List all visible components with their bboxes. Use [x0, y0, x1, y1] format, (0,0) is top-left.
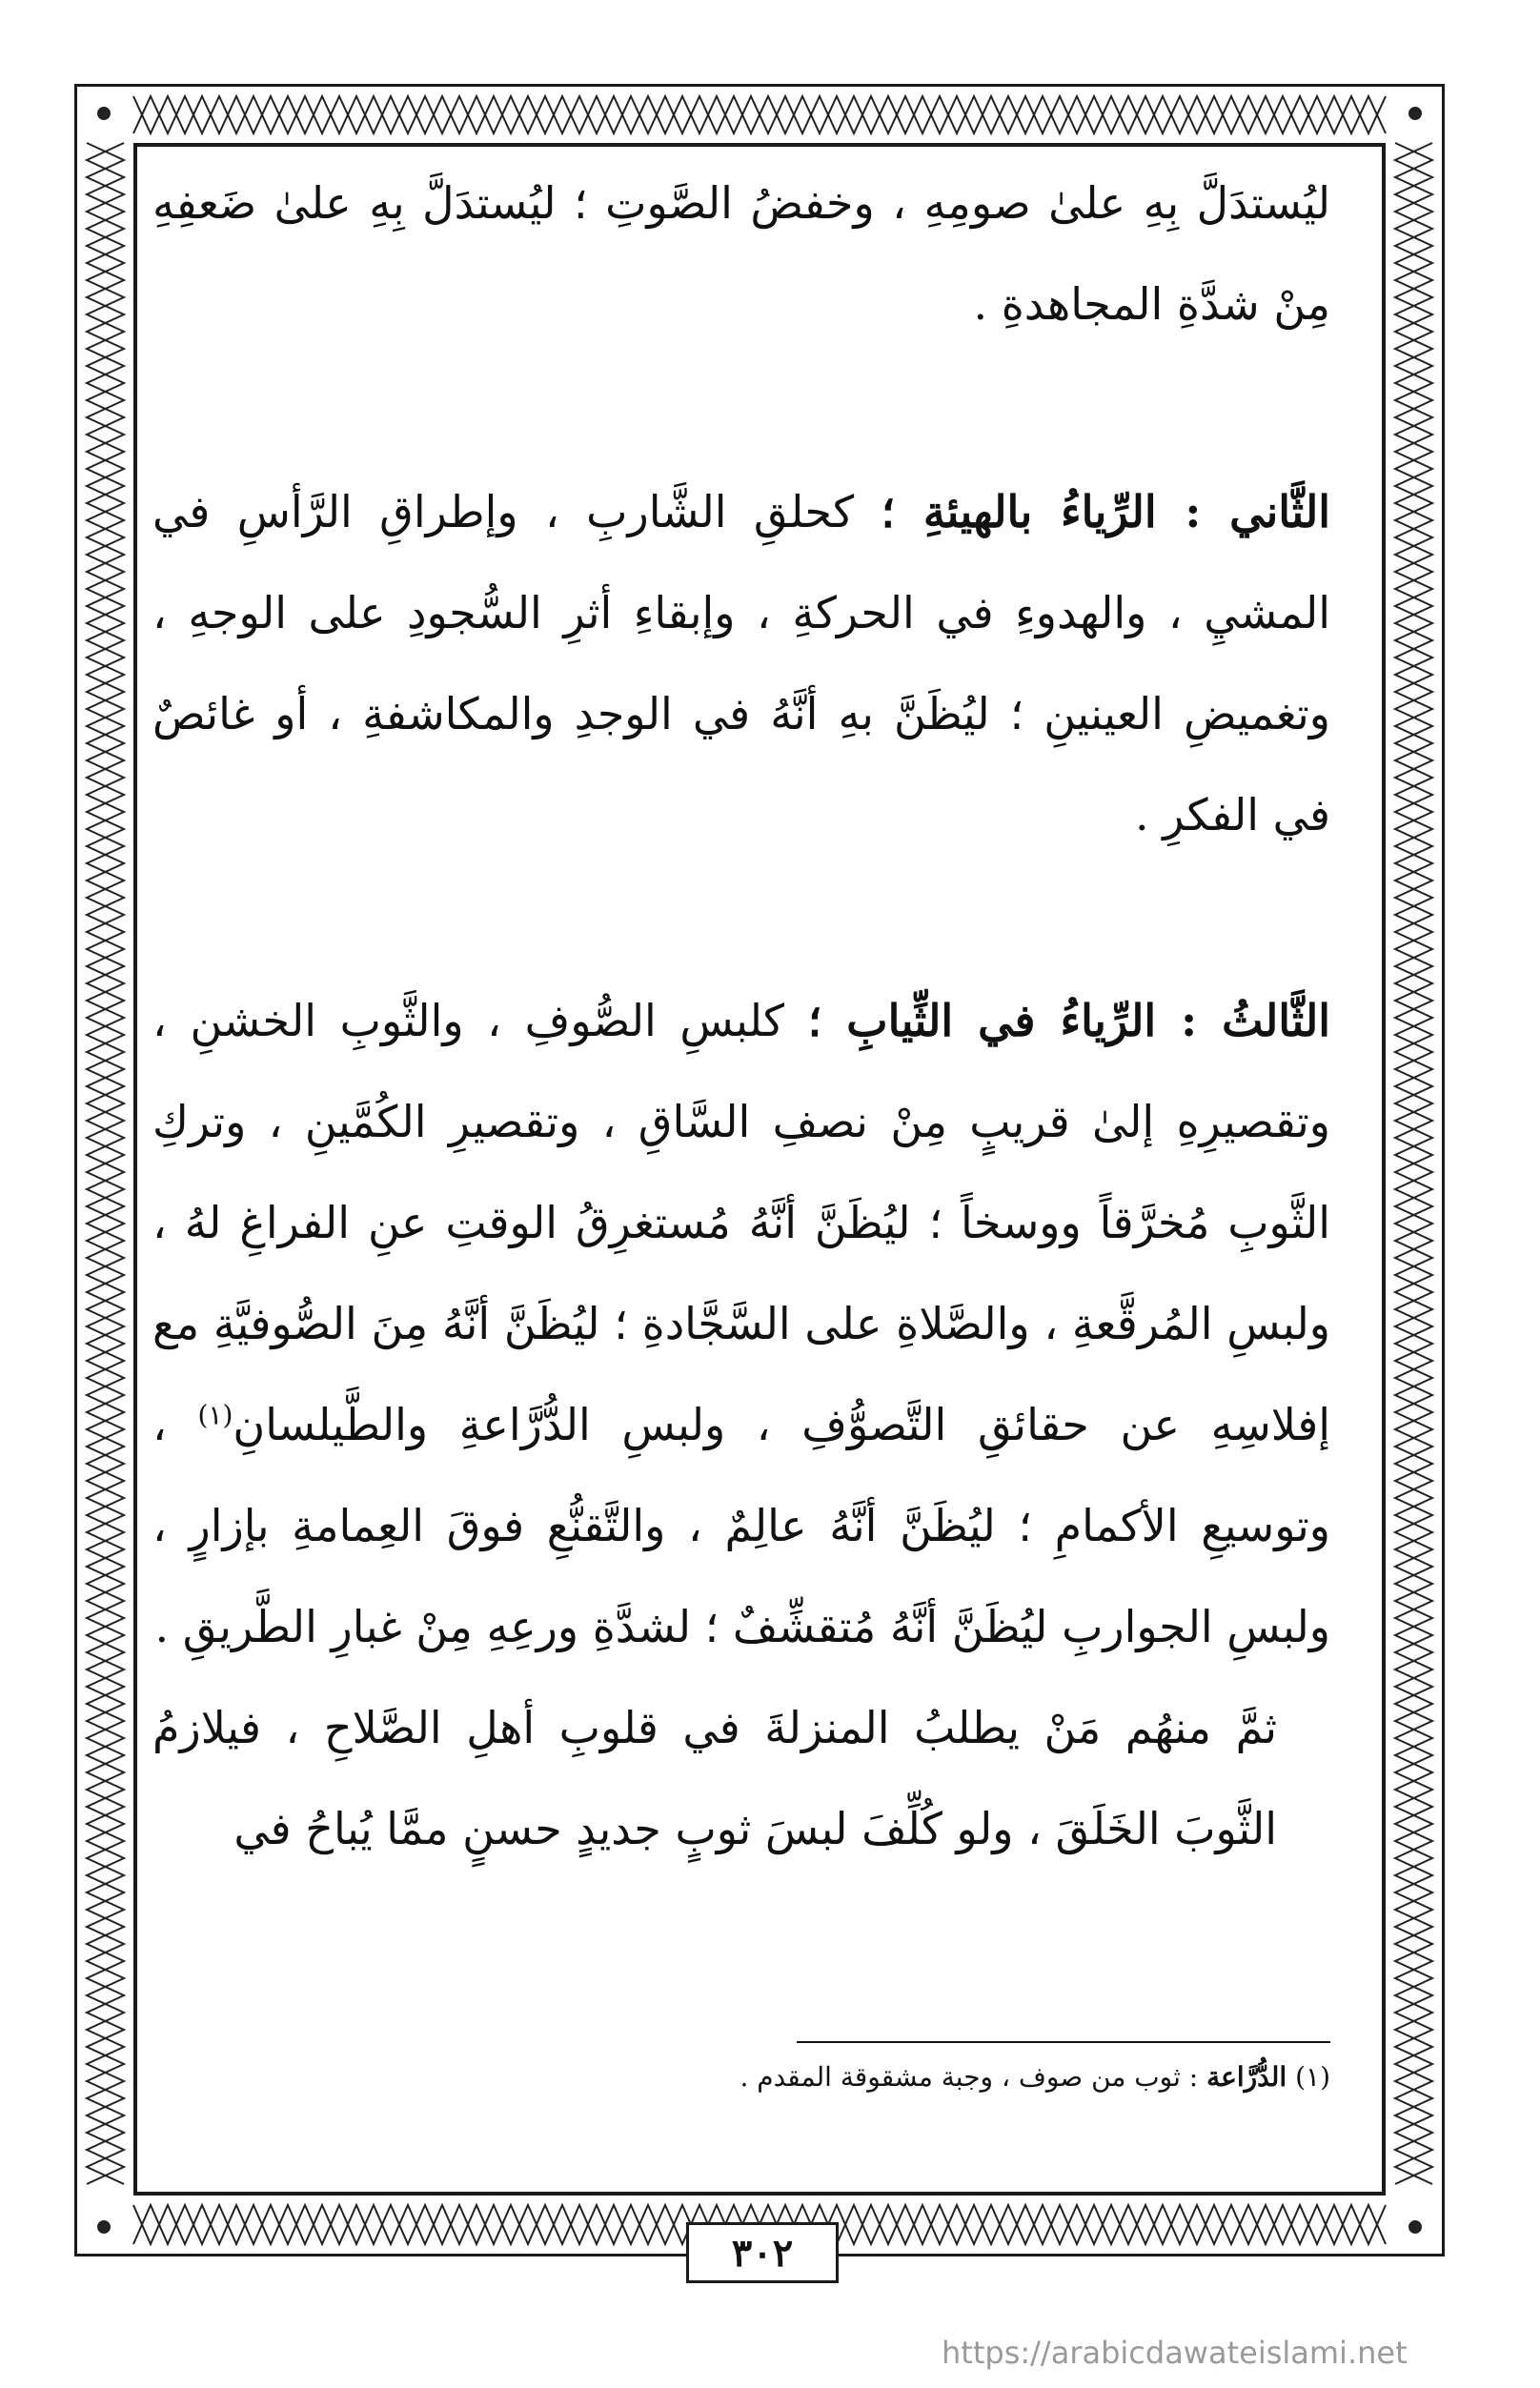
footnote-text: : ثوب من صوف ، وجبة مشقوقة المقدم .: [740, 2061, 1207, 2093]
paragraph-3-text-after-note: ، وتوسيعِ الأكمامِ ؛ ليُظَنَّ أنَّهُ عالِمٌ ، والتَّقنُّعِ فوقَ العِمامةِ بإزارٍ ، ولبسِ الجواربِ ليُظَنَّ أنَّهُ مُتقشِّفٌ ؛ لشدَّةِ ورعِهِ مِنْ غبارِ الطَّريقِ .: [152, 1399, 1330, 1652]
paragraph-4: [152, 1677, 1330, 1879]
footnote-term: الدُّرَّاعة: [1206, 2061, 1287, 2093]
footnote-marker: (١): [1295, 2061, 1330, 2093]
footnote: [282, 2058, 1330, 2096]
paragraph-4-text: ثمَّ منهُم مَنْ يطلبُ المنزلةَ في قلوبِ أهلِ الصَّلاحِ ، فيلازمُ الثَّوبَ الخَلَقَ ، ولو كُلِّفَ لبسَ ثوبٍ جديدٍ حسنٍ ممَّا يُباحُ في: [152, 1702, 1277, 1854]
paragraph-1-text: ليُستدَلَّ بِهِ علىٰ صومِهِ ، وخفضُ الصَّوتِ ؛ ليُستدَلَّ بِهِ علىٰ ضَعفِهِ مِنْ شدَّةِ المجاهدةِ .: [152, 177, 1330, 330]
paragraph-2: [152, 461, 1330, 865]
paragraph-2-heading: الثَّاني : الرِّياءُ بالهيئةِ ؛: [881, 486, 1330, 537]
paragraph-3-text-before-note: كلبسِ الصُّوفِ ، والثَّوبِ الخشنِ ، وتقصيرِهِ إلىٰ قريبٍ مِنْ نصفِ السَّاقِ ، وتقصيرِ الكُمَّينِ ، وتركِ الثَّوبِ مُخرَّقاً ووسخاً ؛ ليُظَنَّ أنَّهُ مُستغرِقُ الوقتِ عنِ الفراغِ لهُ ، ولبسِ المُرقَّعةِ ، والصَّلاةِ على السَّجَّادةِ ؛ ليُظَنَّ أنَّهُ مِنَ الصُّوفيَّةِ مع إفلاسِهِ عن حقائقِ التَّصوُّفِ ، ولبسِ الدُّرَّاعةِ والطَّيلسانِ: [152, 995, 1330, 1450]
paragraph-3: [152, 970, 1330, 1677]
paragraph-2-text: كحلقِ الشَّاربِ ، وإطراقِ الرَّأسِ في المشيِ ، والهدوءِ في الحركةِ ، وإبقاءِ أثرِ السُّجودِ على الوجهِ ، وتغميضِ العينينِ ؛ ليُظَنَّ بهِ أنَّهُ في الوجدِ والمكاشفةِ ، أو غائصٌ في الفكرِ .: [152, 486, 1330, 840]
page-body: [152, 152, 1330, 2192]
source-watermark: https://arabicdawateislami.net: [942, 2335, 1408, 2371]
page-number-label: ٣٠٢: [731, 2230, 794, 2276]
footnote-reference-marker[interactable]: (١): [197, 1399, 233, 1431]
page-number: [686, 2222, 839, 2283]
paragraph-3-heading: الثَّالثُ : الرِّياءُ في الثِّيابِ ؛: [807, 995, 1330, 1046]
paragraph-1: [152, 152, 1330, 354]
footnote-divider: [797, 2041, 1330, 2043]
